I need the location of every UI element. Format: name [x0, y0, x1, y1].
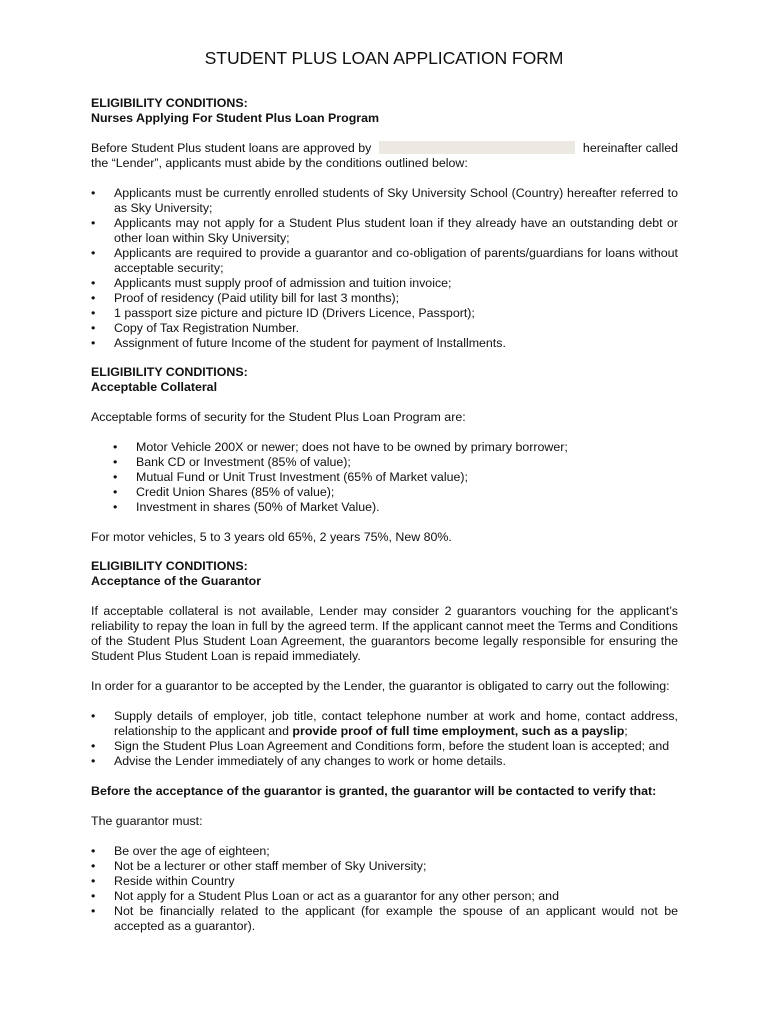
- form-title: STUDENT PLUS LOAN APPLICATION FORM: [204, 48, 564, 68]
- list-item: • Sign the Student Plus Loan Agreement and Conditions form, before the student loan is accepted; and: [91, 739, 678, 754]
- list-item: • Applicants may not apply for a Student Plus student loan if they already have an outstanding debt or other loan within Sky University;: [91, 216, 678, 246]
- list-item: • Applicants must be currently enrolled students of Sky University School (Country) hereafter referred to as Sky University;: [91, 186, 678, 216]
- guarantor-requirements-list: [91, 844, 678, 934]
- section2-intro: Acceptable forms of security for the Student Plus Loan Program are:: [91, 410, 466, 424]
- intro-after-text: hereinafter called: [582, 141, 678, 155]
- section2-heading: ELIGIBILITY CONDITIONS:: [91, 365, 248, 379]
- list-item-text: Supply details of employer, job title, contact telephone number at work and home, contact address, relationship to the applicant and: [114, 709, 678, 738]
- document-body: [91, 96, 678, 934]
- list-item: • Bank CD or Investment (85% of value);: [91, 455, 678, 470]
- list-item: • Reside within Country: [91, 874, 678, 889]
- list-item: • Not apply for a Student Plus Loan or act as a guarantor for any other person; and: [91, 889, 678, 904]
- list-item: • Applicants must supply proof of admission and tuition invoice;: [91, 276, 678, 291]
- list-item: • Mutual Fund or Unit Trust Investment (65% of Market value);: [91, 470, 678, 485]
- section1-intro-line2: the “Lender”, applicants must abide by the conditions outlined below:: [91, 156, 468, 170]
- section2-subheading: Acceptable Collateral: [91, 380, 218, 394]
- list-item: • Copy of Tax Registration Number.: [91, 321, 678, 336]
- lender-name-field[interactable]: [379, 141, 575, 154]
- guarantor-obligation-list: [91, 709, 678, 769]
- motor-vehicle-note: For motor vehicles, 5 to 3 years old 65%, 2 years 75%, New 80%.: [91, 530, 452, 544]
- payslip-emphasis: provide proof of full time employment, such as a payslip: [292, 724, 625, 738]
- section3-heading: ELIGIBILITY CONDITIONS:: [91, 559, 248, 573]
- list-item: • Credit Union Shares (85% of value);: [91, 485, 678, 500]
- list-item: • Proof of residency (Paid utility bill for last 3 months);: [91, 291, 678, 306]
- list-item: • Applicants are required to provide a guarantor and co-obligation of parents/guardians for loans without acceptable security;: [91, 246, 678, 276]
- list-item: • Not be a lecturer or other staff member of Sky University;: [91, 859, 678, 874]
- list-item: • Investment in shares (50% of Market Value).: [91, 500, 678, 515]
- list-item: • 1 passport size picture and picture ID (Drivers Licence, Passport);: [91, 306, 678, 321]
- list-item: • Be over the age of eighteen;: [91, 844, 678, 859]
- list-item: [91, 709, 678, 739]
- section1-intro-line1: [91, 141, 678, 156]
- verification-heading: Before the acceptance of the guarantor is granted, the guarantor will be contacted to verify that:: [91, 784, 657, 798]
- list-item-end: ;: [624, 724, 628, 738]
- section1-heading: ELIGIBILITY CONDITIONS:: [91, 96, 248, 110]
- guarantor-obligation-intro: In order for a guarantor to be accepted by the Lender, the guarantor is obligated to carry out the following:: [91, 679, 670, 693]
- section1-subheading: Nurses Applying For Student Plus Loan Program: [91, 111, 379, 125]
- guarantor-paragraph: If acceptable collateral is not available, Lender may consider 2 guarantors vouching for the applicant’s reliability to repay the loan in full by the agreed term. If the applicant cannot meet the Terms and Conditions of the Student Plus Student Loan Agreement, the guarantors become legally responsible for ensuring the Student Plus Student Loan is repaid immediately.: [91, 604, 678, 663]
- list-item: • Advise the Lender immediately of any changes to work or home details.: [91, 754, 678, 769]
- list-item: • Motor Vehicle 200X or newer; does not have to be owned by primary borrower;: [91, 440, 678, 455]
- intro-before-text: Before Student Plus student loans are approved by: [91, 141, 372, 155]
- list-item: • Assignment of future Income of the student for payment of Installments.: [91, 336, 678, 351]
- section3-subheading: Acceptance of the Guarantor: [91, 574, 262, 588]
- guarantor-must-intro: The guarantor must:: [91, 814, 203, 828]
- section1-bullet-list: [91, 186, 678, 351]
- list-item: • Not be financially related to the applicant (for example the spouse of an applicant would not be accepted as a guarantor).: [91, 904, 678, 934]
- collateral-bullet-list: [91, 440, 678, 515]
